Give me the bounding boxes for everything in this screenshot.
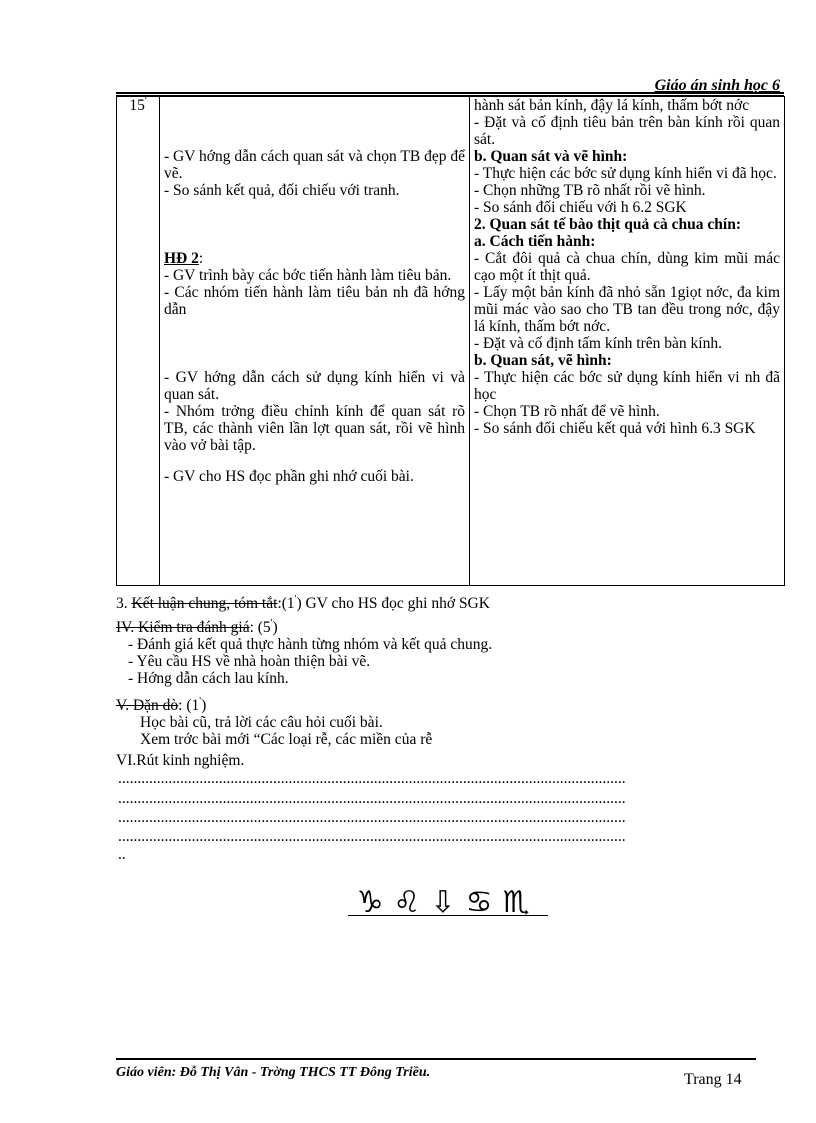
- decorative-ornament: ♑♌⇩♋♏: [348, 894, 548, 916]
- time-cell: [117, 97, 160, 586]
- homework-item: Xem trớc bài mới “Các loại rễ, các miền của rễ: [140, 731, 433, 748]
- spacer: [164, 318, 465, 369]
- conclusion-label: Kết luận chung, tóm tắt: [131, 595, 278, 612]
- activity-label: HĐ 2: [164, 250, 199, 267]
- experience-heading: VI.Rút kinh nghiệm.: [116, 752, 245, 769]
- student-line: - So sánh đối chiếu với h 6.2 SGK: [474, 199, 687, 216]
- dotted-line: ...................................................................................................................................: [118, 828, 626, 845]
- teacher-line: - Nhóm trởng điều chỉnh kính để quan sát rõ TB, các thành viên lần lợt quan sát, rồi vẽ hình vào vở bài tập.: [164, 403, 465, 454]
- homework-section: [116, 697, 796, 748]
- teacher-line: - Các nhóm tiến hành làm tiêu bản nh đã hớng dẫn: [164, 284, 465, 318]
- header-title: Giáo án sinh học 6: [654, 77, 780, 94]
- student-line: - Chọn những TB rõ nhất rồi vẽ hình.: [474, 182, 706, 199]
- conclusion-line: [116, 595, 796, 612]
- teacher-activity-cell: [160, 97, 470, 586]
- page-number: Trang 14: [684, 1071, 742, 1088]
- teacher-line: - GV hớng dẫn cách quan sát và chọn TB đẹp để vẽ.: [164, 148, 465, 182]
- student-activity-cell: [470, 97, 785, 586]
- assessment-time-close: ): [272, 619, 278, 636]
- student-line: - Đặt và cố định tiêu bản trên bàn kính rồi quan sát.: [474, 114, 780, 148]
- student-heading: 2. Quan sát tế bào thịt quả cà chua chín:: [474, 216, 741, 233]
- table-row: [117, 97, 785, 586]
- teacher-line: - GV trình bày các bớc tiến hành làm tiêu bản.: [164, 267, 452, 284]
- teacher-line: - GV hớng dẫn cách sử dụng kính hiển vi và quan sát.: [164, 369, 465, 403]
- dotted-line: ...................................................................................................................................: [118, 790, 626, 807]
- minute-mark: ': [294, 593, 297, 605]
- student-line: - Lấy một bản kính đã nhỏ sẵn 1giọt nớc, đa kim mũi mác vào sao cho TB tan đều trong nớc, đậy lá kính, thấm bớt nớc.: [474, 284, 780, 335]
- homework-time: : (1: [178, 697, 200, 714]
- homework-label: V. Dặn dò: [116, 697, 179, 714]
- student-subheading: b. Quan sát và vẽ hình:: [474, 148, 628, 165]
- minute-mark: ': [199, 695, 202, 707]
- conclusion-prefix: 3.: [116, 595, 132, 612]
- spacer: [164, 454, 465, 468]
- assessment-item: - Hớng dẫn cách lau kính.: [128, 670, 289, 687]
- activity-colon: :: [198, 250, 204, 267]
- activity-heading: [164, 250, 465, 267]
- homework-item: Học bài cũ, trả lời các câu hỏi cuối bài.: [140, 714, 383, 731]
- lesson-table: [116, 96, 785, 586]
- conclusion-text: ) GV cho HS đọc ghi nhớ SGK: [296, 595, 490, 612]
- dotted-line: ...................................................................................................................................: [118, 809, 626, 826]
- time-value: 15: [129, 97, 145, 114]
- dotted-line: ...................................................................................................................................: [118, 770, 626, 787]
- assessment-heading: [116, 619, 796, 636]
- teacher-line: - GV cho HS đọc phần ghi nhớ cuối bài.: [164, 468, 414, 485]
- spacer: [164, 97, 465, 148]
- student-subheading: b. Quan sát, vẽ hình:: [474, 352, 612, 369]
- student-line: hành sát bản kính, đậy lá kính, thấm bớt nớc: [474, 97, 750, 114]
- student-line: - Thực hiện các bớc sử dụng kính hiển vi nh đã học: [474, 369, 780, 403]
- assessment-section: [116, 619, 796, 687]
- student-line: - Chọn TB rõ nhất để vẽ hình.: [474, 403, 660, 420]
- student-line: - Thực hiện các bớc sử dụng kính hiển vi đã học.: [474, 165, 777, 182]
- time-minute-mark: ': [144, 95, 147, 107]
- assessment-label: IV. Kiểm tra đánh giá: [116, 619, 250, 636]
- footer-rule: [116, 1058, 756, 1060]
- spacer: [164, 199, 465, 250]
- footer-author: Giáo viên: Đỗ Thị Vân - Trờng THCS TT Đông Triều.: [116, 1065, 431, 1080]
- assessment-time: : (5: [249, 619, 271, 636]
- student-subheading: a. Cách tiến hành:: [474, 233, 596, 250]
- student-line: - So sánh đối chiếu kết quả với hình 6.3 SGK: [474, 420, 756, 437]
- header-rule: [116, 92, 784, 94]
- homework-time-close: ): [201, 697, 207, 714]
- dotted-line: ..: [118, 846, 126, 863]
- teacher-line: - So sánh kết quả, đối chiếu với tranh.: [164, 182, 400, 199]
- assessment-item: - Yêu cầu HS về nhà hoàn thiện bài vẽ.: [128, 653, 371, 670]
- student-line: - Đặt và cố định tấm kính trên bàn kính.: [474, 335, 722, 352]
- assessment-item: - Đánh giá kết quả thực hành từng nhóm và kết quả chung.: [128, 636, 493, 653]
- student-line: - Cắt đôi quả cà chua chín, dùng kim mũi mác cạo một ít thịt quả.: [474, 250, 780, 284]
- conclusion-time: :(1: [277, 595, 295, 612]
- homework-heading: [116, 697, 796, 714]
- minute-mark: ': [270, 617, 273, 629]
